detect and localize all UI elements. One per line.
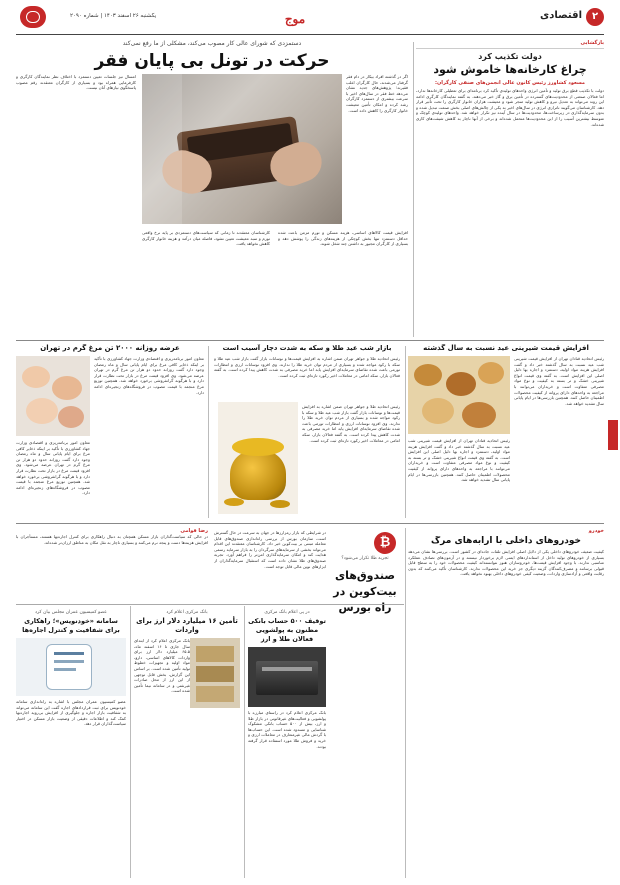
rental-system-article [16, 610, 126, 878]
date-line: یکشنبه ۲۶ اسفند ۱۴۰۳ | شماره ۲۰۹۰ [70, 13, 157, 19]
imports-body: بانک مرکزی اعلام کرد از ابتدای سال جاری تا ۱۶ اسفند ماه، ۶۵.۵ میلیارد دلار ارز برای واردات کالاهای اساسی، دارو، مواد اولیه و تجهیزات خطوط تولید تأمین شده است. بر اساس این گزارش، بخش قابل توجهی از این ارز از محل صادرات غیرنفتی و در سامانه نیما تأمین شده است. [134, 638, 190, 694]
imports-photo [190, 638, 240, 708]
top-story-body-3: کارشناسان معتقدند تا زمانی که سیاست‌های دستمزدی بر پایه نرخ واقعی تورم و سبد معیشت تعیین نشود، فاصله میان درآمد و هزینه خانوار کارگری کاهش نخواهد یافت. [142, 230, 270, 247]
wallet-photo [142, 74, 342, 224]
chicken-title: عرضه روزانه ۲۰۰۰ تن مرغ گرم در تهران [40, 344, 180, 352]
column-divider-2 [405, 346, 406, 518]
top-story-body-2: افزایش قیمت کالاهای اساسی، هزینه مسکن و تورم مزمن باعث شده حداقل دستمزد تنها بخش کوچکی از هزینه‌های زندگی را پوشش دهد و بسیاری از کارگران مجبور به داشتن چند شغل شوند. [278, 230, 408, 247]
column-divider-3 [208, 346, 209, 518]
energy-lead: مسعود کشاورز رئیس کانون عالی انجمن‌های صنفی کارگران: [435, 80, 585, 86]
rental-system-body: عضو کمیسیون عمران مجلس با اشاره به راه‌اندازی سامانه خودنویس برای ثبت قراردادهای اجاره گفت این سامانه می‌تواند به شفافیت بازار اجاره و جلوگیری از افزایش بی‌رویه اجاره‌بها کمک کند و اطلاعات دقیقی از وضعیت بازار مسکن در اختیار سیاست‌گذاران قرار دهد. [16, 699, 126, 727]
chicken-body: معاون امور برنامه‌ریزی و اقتصادی وزارت جهاد کشاورزی با تأکید بر اینکه ذخایر کافی مرغ برای ایام پایانی سال و ماه رمضان وجود دارد گفت روزانه حدود دو هزار تن مرغ گرم در تهران عرضه می‌شود. وی افزود قیمت مرغ در بازار تحت نظارت قرار دارد و با هرگونه گرانفروشی برخورد خواهد شد. همچنین توزیع مرغ منجمد با قیمت مصوب در فروشگاه‌های زنجیره‌ای ادامه دارد. [94, 356, 204, 395]
bitcoin-body: در شرایطی که بازار رمزارزها در جهان به سرعت در حال گسترش است، سازمان بورس از بررسی راه‌اندازی صندوق‌های قابل معامله مبتنی بر بیت‌کوین خبر داد. کارشناسان معتقدند این اقدام می‌تواند بخشی از سرمایه‌های سرگردان را به بازار سرمایه رسمی هدایت کند و امکان سرمایه‌گذاری امن‌تر را فراهم آورد. تجربه صندوق‌های طلا نشان داده است که استقبال سرمایه‌گذاران از ابزارهای نوین مالی قابل توجه است. [214, 530, 326, 569]
top-story [16, 40, 408, 338]
top-story-body-4: امسال نیز جلسات تعیین دستمزد با اختلاف نظر نمایندگان کارگری و کارفرمایی همراه بود و بسیاری از کارگران معتقدند رقم مصوب پاسخگوی نیازهای آنان نیست. [16, 74, 136, 91]
cars-title: خودروهای داخلی با ارابه‌های مرگ [430, 536, 582, 546]
cars-article [408, 528, 604, 878]
sweets-body-cont: رئیس اتحادیه قنادان تهران از افزایش قیمت شیرینی شب عید نسبت به سال گذشته خبر داد و گفت افزایش هزینه مواد اولیه، دستمزد و اجاره بها دلیل اصلی این افزایش است. به گفته وی قیمت انواع شیرینی خشک و تر بسته به کیفیت و نوع مواد مصرفی متفاوت است و خریداران می‌توانند با مراجعه به واحدهای دارای پروانه از کیفیت محصولات اطمینان حاصل کنند. همچنین بازرسی‌ها در ایام پایانی سال تشدید خواهد شد. [408, 438, 510, 483]
rent-article [16, 528, 208, 594]
column-divider [413, 42, 414, 337]
sidebar-red-tag [608, 420, 618, 450]
bitcoin-article [330, 528, 400, 708]
top-story-kicker: دستمزدی که شورای عالی کار مصوب می‌کند، مشکلی از ما رفع نمی‌کند [122, 40, 302, 47]
gold-pot-photo [218, 402, 298, 514]
rental-system-photo [16, 638, 126, 696]
section-name: اقتصادی [540, 10, 582, 21]
sweets-article [408, 344, 604, 520]
crypto-kicker: در پی اعلام بانک مرکزی [264, 610, 310, 615]
crypto-article [248, 610, 326, 878]
energy-title: چراغ کارخانه‌ها خاموش شود [433, 63, 587, 76]
page-header [0, 0, 620, 36]
column-divider-6 [130, 606, 131, 878]
cars-body: کیفیت ضعیف خودروهای داخلی یکی از دلایل اصلی افزایش تلفات جاده‌ای در کشور است. بررسی‌ها نشان می‌دهد بسیاری از خودروهای تولید داخل از استانداردهای ایمنی لازم برخوردار نیستند و در آزمون‌های تصادف عملکرد مناسبی ندارند. با وجود افزایش قیمت‌ها، خودروسازان هنوز نتوانسته‌اند کیفیت محصولات خود را به سطح قابل قبولی برسانند و مصرف‌کنندگان گزینه دیگری جز خرید این محصولات ندارند. کارشناسان تأکید می‌کنند که بدون رقابت واقعی و آزادسازی واردات، وضعیت کیفی خودروهای داخلی بهبود نخواهد یافت. [408, 549, 604, 577]
rental-system-kicker: عضو کمیسیون عمران مجلس بیان کرد [35, 610, 107, 615]
energy-article [416, 40, 604, 340]
sweets-photo [408, 356, 510, 434]
gold-body-cont: رئیس اتحادیه طلا و جواهر تهران ضمن اشاره به افزایش قیمت‌ها و نوسانات بازار گفت بازار شب عید طلا و سکه با رکود مواجه شده و بسیاری از مردم توان خرید طلا را ندارند. وی افزود نوسانات ارزی و انتظارات تورمی باعث شده تقاضای سرمایه‌ای افزایش یابد اما خرید مصرفی به شدت کاهش پیدا کرده است. به گفته فعالان بازار، سکه امامی در معاملات اخیر رکورد تازه‌ای ثبت کرده است. [302, 404, 400, 443]
imports-kicker: بانک مرکزی اعلام کرد [166, 610, 208, 615]
top-story-title: حرکت در تونل بی پایان فقر [94, 51, 330, 71]
imports-article [134, 610, 240, 878]
section-divider-1 [16, 340, 604, 341]
logo-text: موج [284, 12, 306, 26]
bottom-subdivider [16, 604, 404, 605]
bitcoin-icon: ₿ [374, 532, 396, 554]
rent-body: در حالی که سیاست‌گذاران بازار مسکن همچنان به دنبال راهکاری برای کنترل اجاره‌بها هستند، مستأجران با افزایش هزینه‌ها دست و پنجه نرم می‌کنند و بسیاری ناچار به نقل مکان به مناطق ارزان‌تر شده‌اند. [16, 534, 208, 545]
header-divider [16, 34, 604, 35]
cars-kicker: خودرو [588, 528, 604, 534]
masthead-logo [270, 8, 320, 28]
chicken-photo [16, 356, 90, 436]
sweets-body: رئیس اتحادیه قنادان تهران از افزایش قیمت شیرینی شب عید نسبت به سال گذشته خبر داد و گفت افزایش هزینه مواد اولیه، دستمزد و اجاره بها دلیل اصلی این افزایش است. به گفته وی قیمت انواع شیرینی خشک و تر بسته به کیفیت و نوع مواد مصرفی متفاوت است و خریداران می‌توانند با مراجعه به واحدهای دارای پروانه از کیفیت محصولات اطمینان حاصل کنند. همچنین بازرسی‌ها در ایام پایانی سال تشدید خواهد شد. [514, 356, 604, 406]
rent-kicker: رضا قوامی [180, 528, 208, 534]
red-circle-logo-icon [20, 6, 46, 28]
imports-title: تأمین ۱۶ میلیارد دلار ارز برای واردات [136, 617, 238, 634]
energy-kicker: بازگشایی [416, 40, 604, 49]
chicken-article [16, 344, 204, 520]
column-divider-4 [405, 528, 406, 878]
energy-body: دولت با تکذیب قطع برق تولید و تأمین انرژی واحدهای تولیدی تأکید کرد برنامه‌ای برای تعطیلی کارخانه‌ها ندارد، اما فعالان صنعتی از محدودیت‌های گسترده در تأمین برق و گاز خبر می‌دهند. به گفته نمایندگان کارگری ادامه این روند می‌تواند به تعدیل نیرو و کاهش تولید منجر شود و معیشت هزاران خانوار کارگری را تحت تأثیر قرار دهد. کارشناسان می‌گویند ناترازی انرژی در سال‌های اخیر به یکی از چالش‌های اصلی بخش صنعت تبدیل شده و بدون سرمایه‌گذاری در زیرساخت‌ها، محدودیت‌ها در سال آینده نیز تکرار خواهد شد. واحدهای تولیدی کوچک و متوسط بیشترین آسیب را از این محدودیت‌ها متحمل شده‌اند و برخی از آنها ناچار به کاهش شیفت‌های کاری شده‌اند. [416, 88, 604, 127]
chicken-body-cont: معاون امور برنامه‌ریزی و اقتصادی وزارت جهاد کشاورزی با تأکید بر اینکه ذخایر کافی مرغ برای ایام پایانی سال و ماه رمضان وجود دارد گفت روزانه حدود دو هزار تن مرغ گرم در تهران عرضه می‌شود. وی افزود قیمت مرغ در بازار تحت نظارت قرار دارد و با هرگونه گرانفروشی برخورد خواهد شد. همچنین توزیع مرغ منجمد با قیمت مصوب در فروشگاه‌های زنجیره‌ای ادامه دارد. [16, 440, 90, 496]
crypto-photo [248, 647, 326, 707]
top-story-body-1: اگر در گذشته افراد بیکار در دام فقر گرفتار می‌شدند، حال کارگران اغلب فقیرند؛ پژوهش‌های جدید نشان می‌دهد خط فقر در سال‌های اخیر با سرعت بیشتری از دستمزد کارگران رشد کرده و امکان تأمین معیشت خانوار کارگری را کاهش داده است. [346, 74, 408, 113]
rental-system-title: سامانه «خودنویس»؛ راهکاری برای شفافیت و کنترل اجاره‌ها [22, 617, 120, 634]
section-divider-2 [16, 523, 604, 524]
energy-subkicker: دولت تکذیب کرد [478, 52, 542, 61]
gold-body: رئیس اتحادیه طلا و جواهر تهران ضمن اشاره به افزایش قیمت‌ها و نوسانات بازار گفت بازار شب عید طلا و سکه با رکود مواجه شده و بسیاری از مردم توان خرید طلا را ندارند. وی افزود نوسانات ارزی و انتظارات تورمی باعث شده تقاضای سرمایه‌ای افزایش یابد اما خرید مصرفی به شدت کاهش پیدا کرده است. به گفته فعالان بازار، سکه امامی در معاملات اخیر رکورد تازه‌ای ثبت کرده است. [214, 356, 400, 378]
column-divider-5 [244, 606, 245, 878]
gold-article [214, 344, 400, 520]
page-number-badge: ۲ [586, 8, 604, 26]
bitcoin-title: صندوق‌های بیت‌کوین در راه بورس [333, 569, 397, 614]
gold-title: بازار شب عید طلا و سکه به شدت دچار آسیب است [222, 344, 392, 352]
bitcoin-kicker: تجربه طلا تکرار می‌شود؟ [341, 556, 389, 561]
crypto-title: توقیف ۵۰۰ حساب بانکی مظنون به پولشویی فعالان طلا و ارز [248, 617, 326, 643]
sweets-title: افزایش قیمت شیرینی عید نسبت به سال گذشته [423, 344, 589, 352]
crypto-body: بانک مرکزی اعلام کرد در راستای مبارزه با پولشویی و فعالیت‌های غیرقانونی در بازار طلا و ارز، بیش از ۵۰۰ حساب بانکی مشکوک شناسایی و مسدود شده است. این حساب‌ها با گردش مالی غیرمتعارف در معاملات ارزی و خرید و فروش طلا مورد استفاده قرار گرفته بودند. [248, 710, 326, 749]
